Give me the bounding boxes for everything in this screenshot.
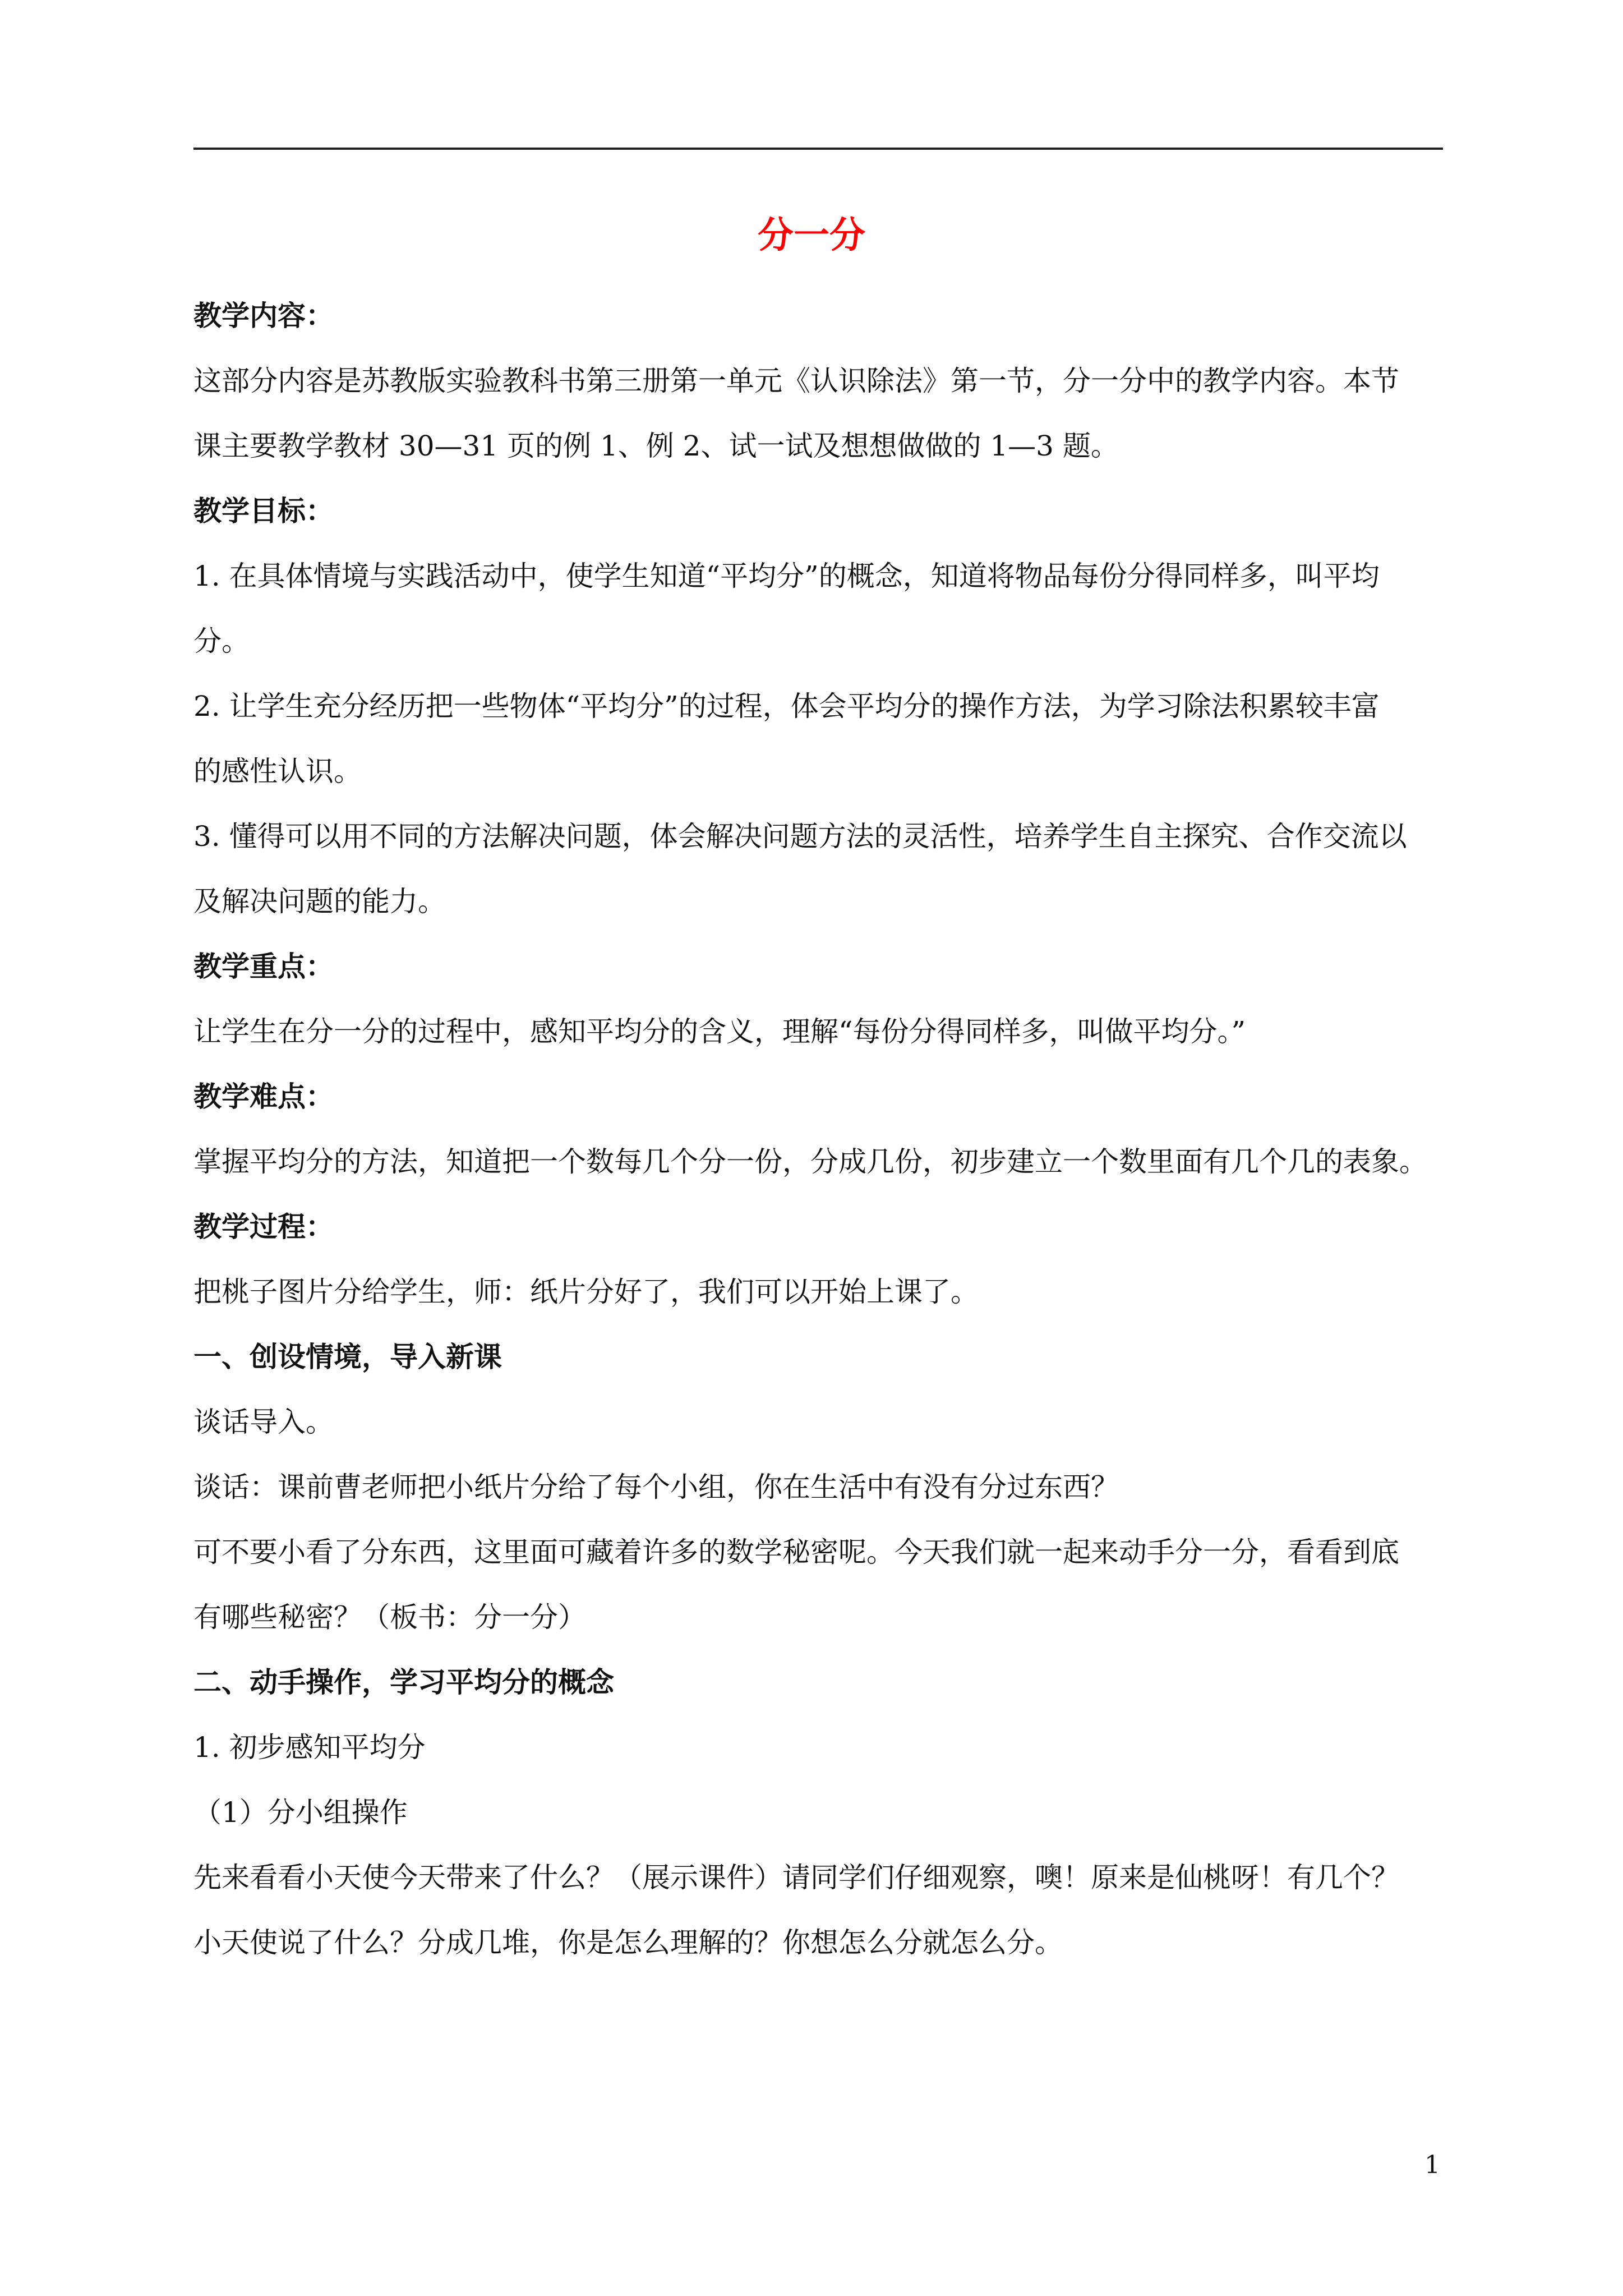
section-heading-difficulty: 教学难点： — [193, 1080, 334, 1113]
paragraph-line: 分。 — [193, 625, 250, 657]
paragraph-line: 1. 初步感知平均分 — [193, 1731, 426, 1764]
section-heading-part1: 一、创设情境，导入新课 — [193, 1341, 502, 1373]
paragraph-line: 可不要小看了分东西，这里面可藏着许多的数学秘密呢。今天我们就一起来动手分一分，看看到底 — [193, 1536, 1399, 1568]
paragraph-line: 让学生在分一分的过程中，感知平均分的含义，理解“每份分得同样多，叫做平均分。” — [193, 1015, 1246, 1048]
paragraph-line: 掌握平均分的方法，知道把一个数每几个分一份，分成几份，初步建立一个数里面有几个几的表象。 — [193, 1145, 1427, 1178]
section-heading-content: 教学内容： — [193, 300, 334, 332]
paragraph-line: 3. 懂得可以用不同的方法解决问题，体会解决问题方法的灵活性，培养学生自主探究、合作交流以 — [193, 820, 1407, 853]
paragraph-line: 课主要教学教材 30—31 页的例 1、例 2、试一试及想想做做的 1—3 题。 — [193, 430, 1119, 462]
paragraph-line: （1）分小组操作 — [193, 1796, 408, 1829]
paragraph-line: 先来看看小天使今天带来了什么？（展示课件）请同学们仔细观察，噢！原来是仙桃呀！有几个？ — [193, 1861, 1399, 1894]
paragraph-line: 2. 让学生充分经历把一些物体“平均分”的过程，体会平均分的操作方法，为学习除法积累较丰富 — [193, 690, 1380, 723]
paragraph-line: 把桃子图片分给学生，师：纸片分好了，我们可以开始上课了。 — [193, 1276, 979, 1308]
paragraph-line: 这部分内容是苏教版实验教科书第三册第一单元《认识除法》第一节，分一分中的教学内容。本节 — [193, 365, 1399, 397]
section-heading-key: 教学重点： — [193, 950, 334, 983]
paragraph-line: 谈话：课前曹老师把小纸片分给了每个小组，你在生活中有没有分过东西？ — [193, 1471, 1119, 1503]
section-heading-process: 教学过程： — [193, 1211, 334, 1243]
page-number: 1 — [1424, 2151, 1440, 2179]
section-heading-goals: 教学目标： — [193, 495, 334, 527]
section-heading-part2: 二、动手操作，学习平均分的概念 — [193, 1666, 614, 1699]
paragraph-line: 谈话导入。 — [193, 1406, 334, 1438]
header-rule — [193, 148, 1443, 150]
paragraph-line: 小天使说了什么？分成几堆，你是怎么理解的？你想怎么分就怎么分。 — [193, 1926, 1063, 1959]
paragraph-line: 1. 在具体情境与实践活动中，使学生知道“平均分”的概念，知道将物品每份分得同样多，叫平均 — [193, 560, 1380, 592]
paragraph-line: 及解决问题的能力。 — [193, 885, 446, 918]
document-body — [193, 283, 1450, 1975]
paragraph-line: 有哪些秘密？（板书：分一分） — [193, 1601, 586, 1634]
paragraph-line: 的感性认识。 — [193, 755, 362, 788]
document-title: 分一分 — [758, 215, 865, 256]
